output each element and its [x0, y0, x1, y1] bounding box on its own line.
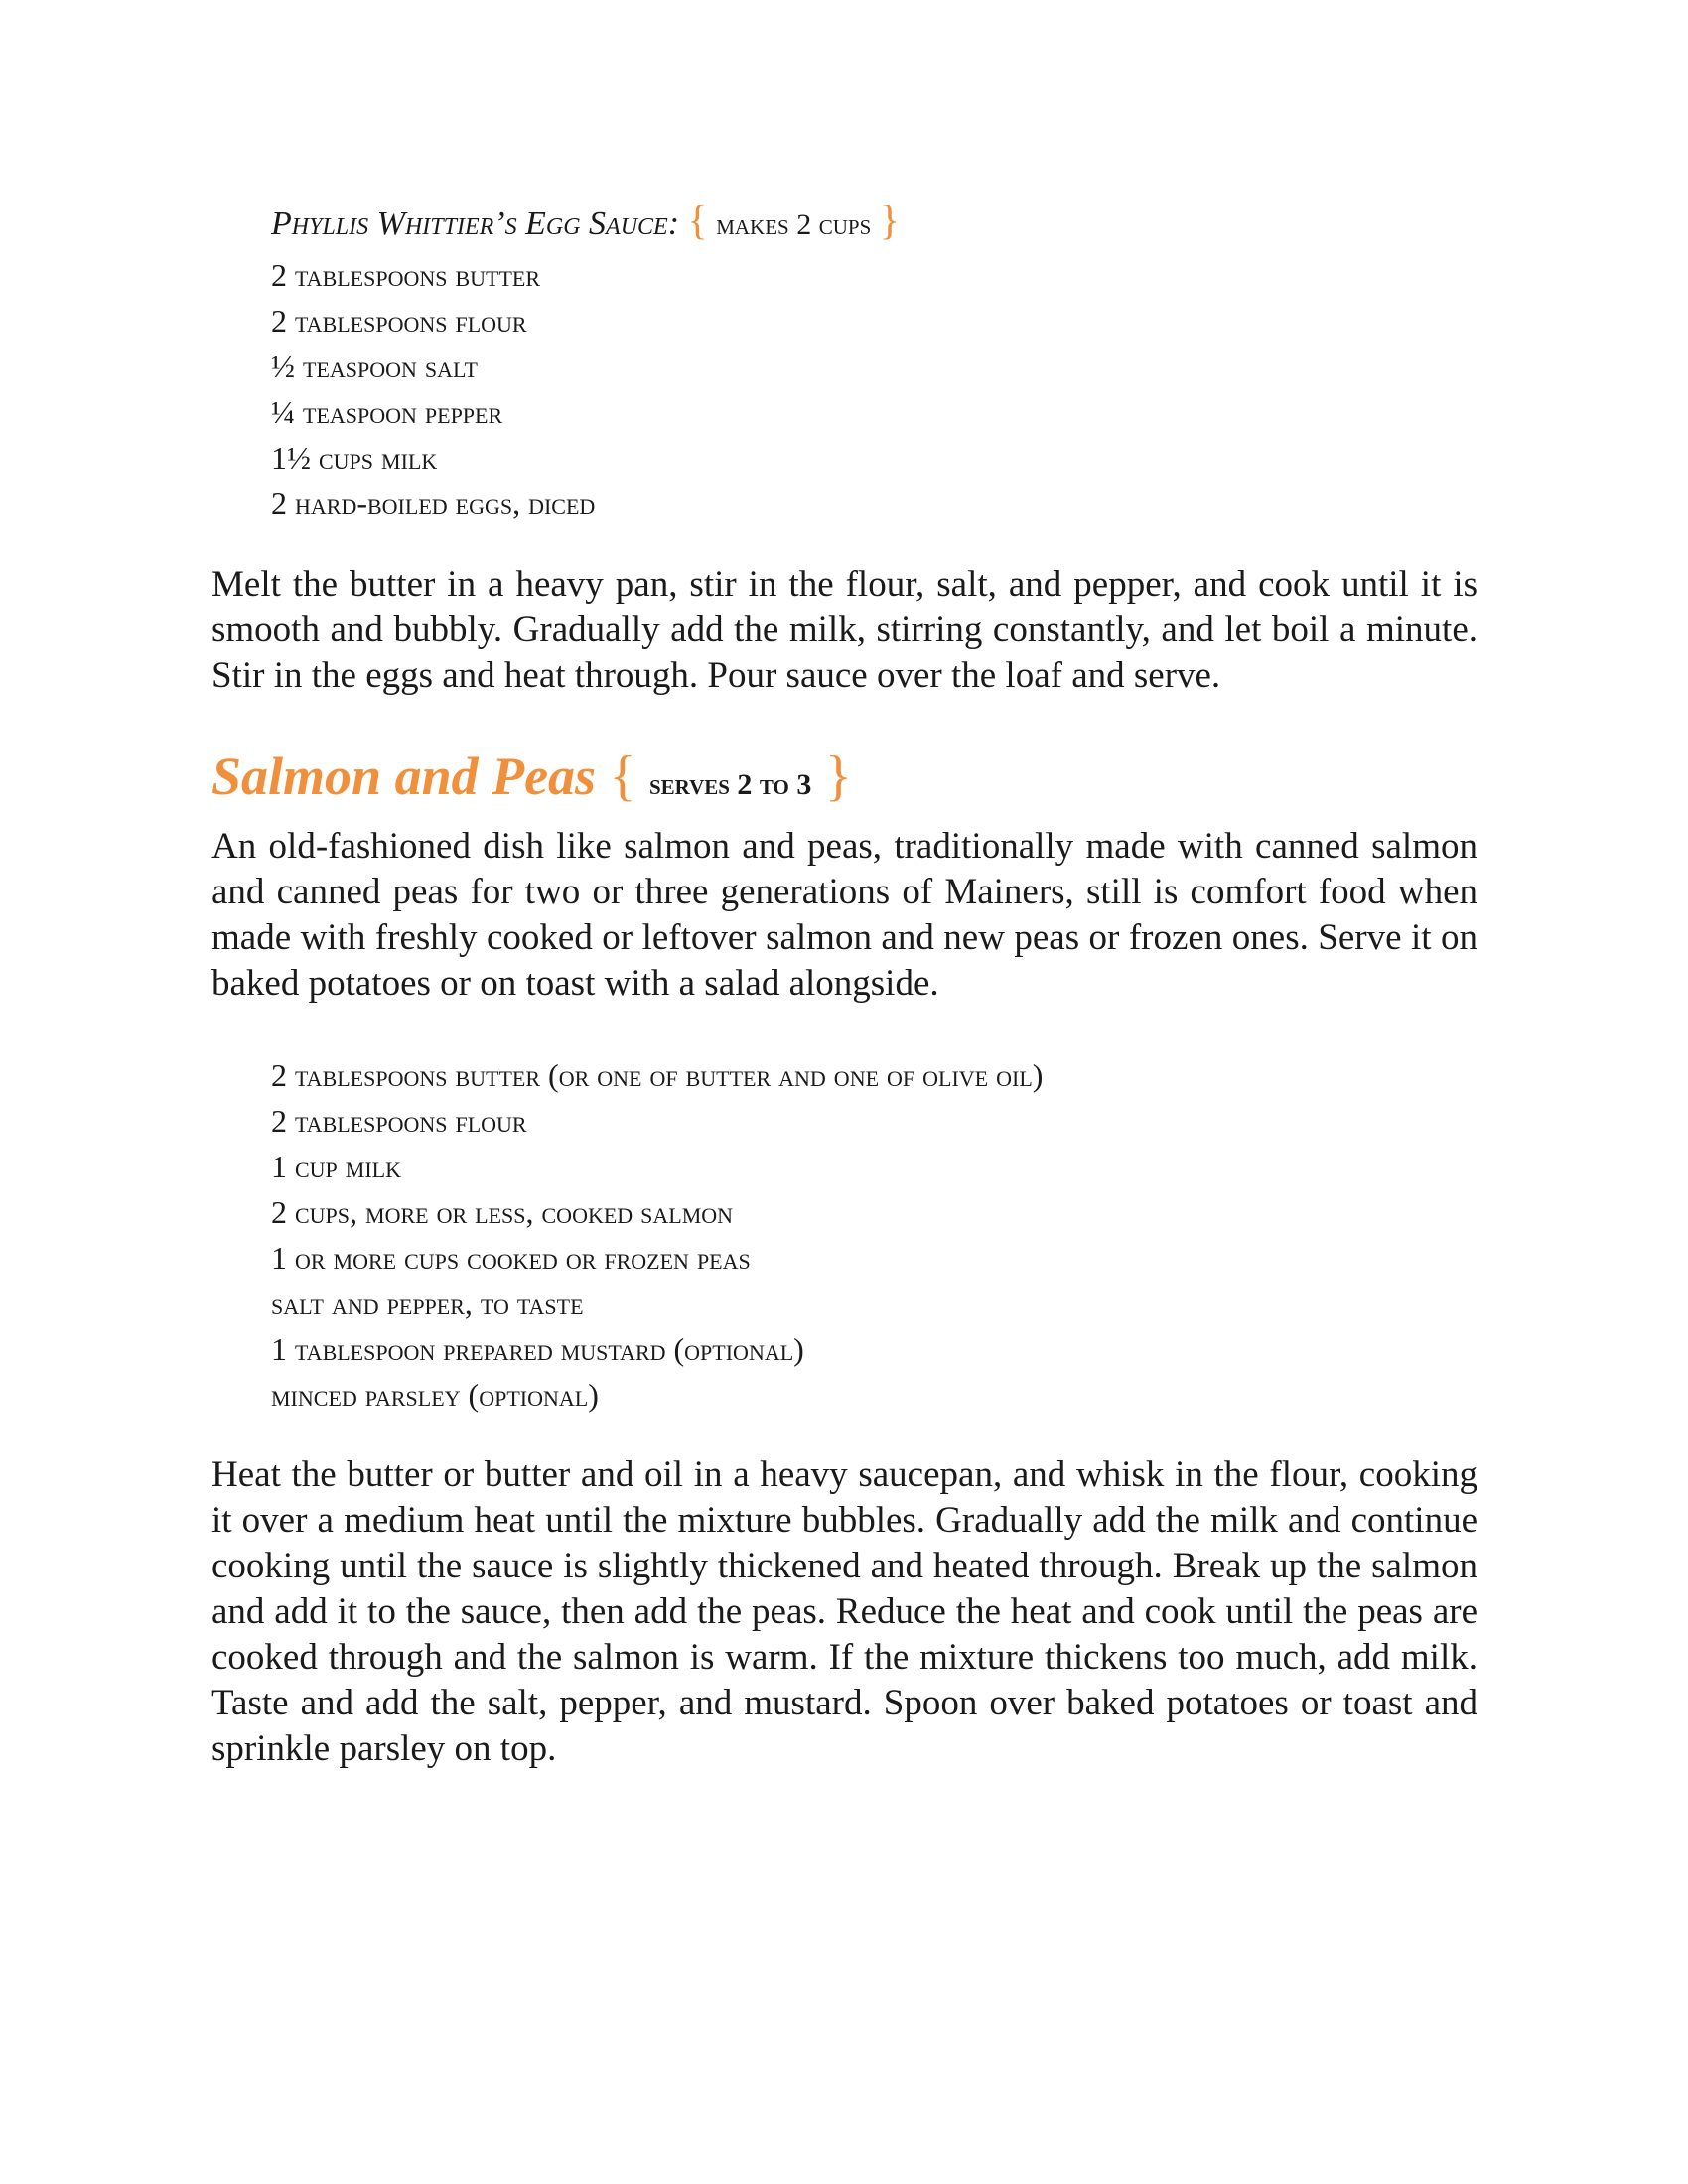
yield-brace-open: { [609, 746, 636, 807]
egg-sauce-title: Phyllis Whittier’s Egg Sauce: [271, 205, 680, 242]
egg-sauce-ingredient-list [271, 252, 595, 526]
recipe-title: Salmon and Peas [211, 747, 597, 806]
egg-sauce-heading [271, 199, 900, 248]
salmon-peas-ingredient-list [271, 1052, 1043, 1418]
ingredient-item: 2 cups, more or less, cooked salmon [271, 1194, 734, 1230]
ingredient-item: 2 tablespoons butter (or one of butter and one of olive oil) [271, 1057, 1044, 1093]
yield-brace-close: } [879, 199, 900, 244]
ingredient-item: ¼ teaspoon pepper [271, 394, 503, 430]
egg-sauce-yield: makes 2 cups [716, 208, 872, 241]
egg-sauce-instructions: Melt the butter in a heavy pan, stir in the flour, salt, and pepper, and cook until it is smooth and bubbly. Gradually add the milk, stirring constantly, and let boil a minute. Stir in the eggs and heat through. Pour sauce over the loaf and serve. [211, 564, 1477, 696]
recipe-intro: An old-fashioned dish like salmon and peas, traditionally made with canned salmon and canned peas for two or three generations of Mainers, still is comfort food when made with freshly cooked or leftover salmon and new peas or frozen ones. Serve it on baked potatoes or on toast with a salad alongside. [211, 826, 1477, 1004]
ingredient-item: 2 tablespoons butter [271, 257, 541, 293]
ingredient-item: 2 tablespoons flour [271, 303, 527, 339]
ingredient-item: 1 or more cups cooked or frozen peas [271, 1240, 751, 1276]
ingredient-item: 2 tablespoons flour [271, 1103, 527, 1139]
ingredient-item: ½ teaspoon salt [271, 348, 478, 384]
ingredient-item: 1 tablespoon prepared mustard (optional) [271, 1331, 804, 1367]
yield-brace-close: } [824, 746, 852, 807]
ingredient-item: 1½ cups milk [271, 440, 438, 476]
ingredient-item: 2 hard-boiled eggs, diced [271, 485, 596, 521]
ingredient-item: 1 cup milk [271, 1149, 402, 1184]
ingredient-item: salt and pepper, to taste [271, 1286, 584, 1321]
salmon-peas-heading [211, 742, 852, 820]
yield-brace-open: { [687, 199, 708, 244]
ingredient-item: minced parsley (optional) [271, 1377, 599, 1413]
recipe-yield: serves 2 to 3 [648, 768, 812, 801]
recipe-instructions: Heat the butter or butter and oil in a heavy saucepan, and whisk in the flour, cooking it over a medium heat until the mixture bubbles. Gradually add the milk and continue cooking until the sauce is slightly thickened and heated through. Break up the salmon and add it to the sauce, then add the peas. Reduce the heat and cook until the peas are cooked through and the salmon is warm. If the mixture thickens too much, add milk. Taste and add the salt, pepper, and mustard. Spoon over baked potatoes or toast and sprinkle parsley on top. [211, 1454, 1477, 1769]
